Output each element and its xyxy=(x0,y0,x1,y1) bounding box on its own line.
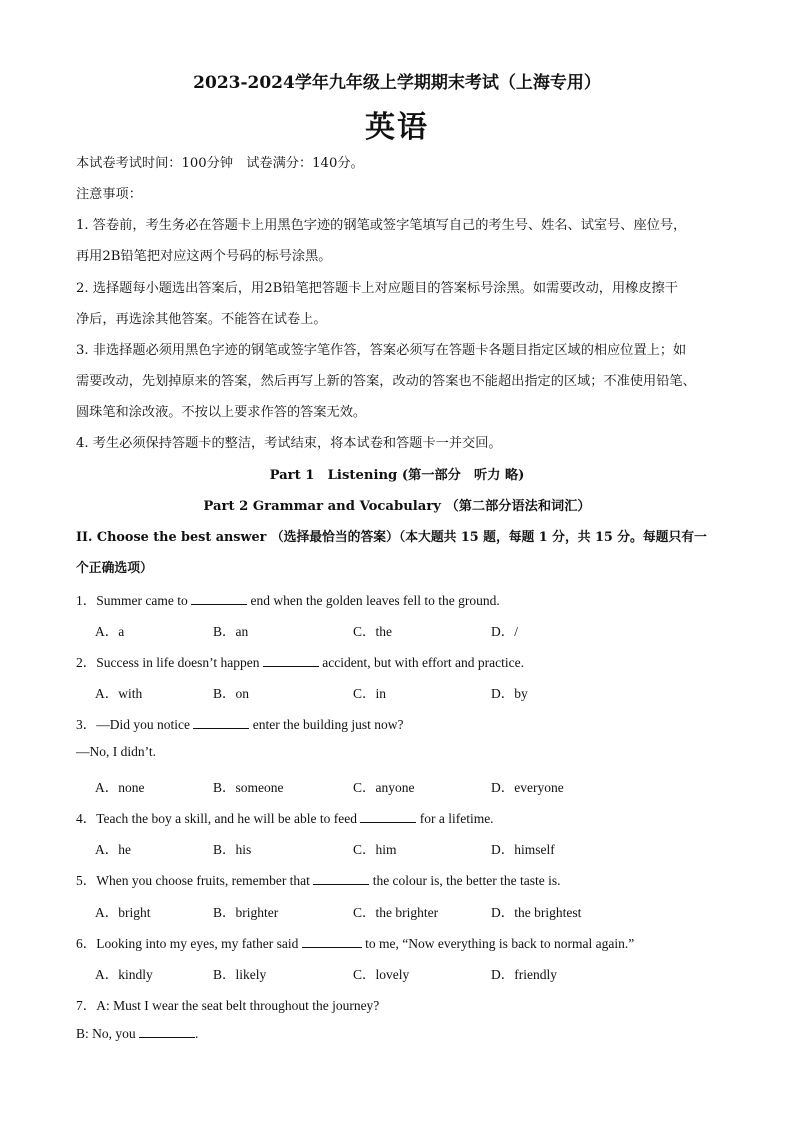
q4-option-d[interactable]: D．himself xyxy=(491,842,555,857)
answer-blank xyxy=(302,935,362,948)
q5-option-a[interactable]: A．bright xyxy=(95,905,151,920)
exam-title: 2023-2024学年九年级上学期期末考试（上海专用） xyxy=(193,73,601,93)
exam-time-line: 本试卷考试时间：100分钟 试卷满分：140分。 xyxy=(76,156,364,171)
notice-1a: 1. 答卷前，考生务必在答题卡上用黑色字迹的钢笔或签字笔填写自己的考生号、姓名、试室号、座位号， xyxy=(76,218,687,233)
question-2: 2．Success in life doesn’t happen accident, but with effort and practice. xyxy=(76,655,525,670)
question-4: 4．Teach the boy a skill, and he will be able to feed for a lifetime. xyxy=(76,811,494,826)
notice-3b: 需要改动，先划掉原来的答案，然后再写上新的答案，改动的答案也不能超出指定的区域；不准使用铅笔、 xyxy=(76,374,696,389)
q5-option-d[interactable]: D．the brightest xyxy=(491,905,582,920)
q1-option-b[interactable]: B．an xyxy=(213,624,249,639)
q1-option-a[interactable]: A．a xyxy=(95,624,125,639)
question-7-reply: B: No, you . xyxy=(76,1026,199,1041)
answer-blank xyxy=(193,716,249,729)
q2-option-a[interactable]: A．with xyxy=(95,686,143,701)
q4-option-c[interactable]: C．him xyxy=(353,842,397,857)
part2-heading: Part 2 Grammar and Vocabulary （第二部分语法和词汇） xyxy=(203,499,591,514)
answer-blank xyxy=(139,1025,195,1038)
answer-blank xyxy=(191,592,247,605)
part1-heading: Part 1 Listening (第一部分 听力 略) xyxy=(269,468,525,483)
notice-4: 4. 考生必须保持答题卡的整洁，考试结束，将本试卷和答题卡一并交回。 xyxy=(76,436,502,451)
q3-option-b[interactable]: B．someone xyxy=(213,780,284,795)
question-1: 1．Summer came to end when the golden leaves fell to the ground. xyxy=(76,593,500,608)
q6-option-b[interactable]: B．likely xyxy=(213,967,267,982)
notice-title: 注意事项： xyxy=(76,187,142,202)
section-heading-cont: 个正确选项） xyxy=(76,561,153,576)
q6-option-a[interactable]: A．kindly xyxy=(95,967,153,982)
answer-blank xyxy=(263,654,319,667)
notice-3a: 3. 非选择题必须用黑色字迹的钢笔或签字笔作答，答案必须写在答题卡各题目指定区域的相应位置上；如 xyxy=(76,343,687,358)
answer-blank xyxy=(360,810,416,823)
q3-option-d[interactable]: D．everyone xyxy=(491,780,564,795)
q4-option-b[interactable]: B．his xyxy=(213,842,252,857)
notice-3c: 圆珠笔和涂改液。不按以上要求作答的答案无效。 xyxy=(76,405,367,420)
q5-option-c[interactable]: C．the brighter xyxy=(353,905,439,920)
question-5: 5．When you choose fruits, remember that the colour is, the better the taste is. xyxy=(76,873,561,888)
q2-option-c[interactable]: C．in xyxy=(353,686,387,701)
notice-2b: 净后，再选涂其他答案。不能答在试卷上。 xyxy=(76,312,327,327)
answer-blank xyxy=(313,872,369,885)
q6-option-d[interactable]: D．friendly xyxy=(491,967,557,982)
q3-option-a[interactable]: A．none xyxy=(95,780,145,795)
question-3-reply: —No, I didn’t. xyxy=(76,744,156,759)
q1-option-d[interactable]: D．/ xyxy=(491,624,518,639)
q6-option-c[interactable]: C．lovely xyxy=(353,967,410,982)
q5-option-b[interactable]: B．brighter xyxy=(213,905,279,920)
q3-option-c[interactable]: C．anyone xyxy=(353,780,415,795)
q2-option-b[interactable]: B．on xyxy=(213,686,250,701)
notice-1b: 再用2B铅笔把对应这两个号码的标号涂黑。 xyxy=(76,249,332,264)
q1-option-c[interactable]: C．the xyxy=(353,624,392,639)
question-6: 6．Looking into my eyes, my father said to me, “Now everything is back to normal again.” xyxy=(76,936,635,951)
question-3: 3．—Did you notice enter the building just now? xyxy=(76,717,404,732)
notice-2a: 2. 选择题每小题选出答案后，用2B铅笔把答题卡上对应题目的答案标号涂黑。如需要改动，用橡皮擦干 xyxy=(76,281,678,296)
subject-title: 英语 xyxy=(365,110,429,145)
q2-option-d[interactable]: D．by xyxy=(491,686,528,701)
section-heading: II. Choose the best answer （选择最恰当的答案）（本大题共 15 题，每题 1 分，共 15 分。每题只有一 xyxy=(76,530,707,545)
question-7: 7．A: Must I wear the seat belt throughout the journey? xyxy=(76,998,380,1013)
q4-option-a[interactable]: A．he xyxy=(95,842,131,857)
